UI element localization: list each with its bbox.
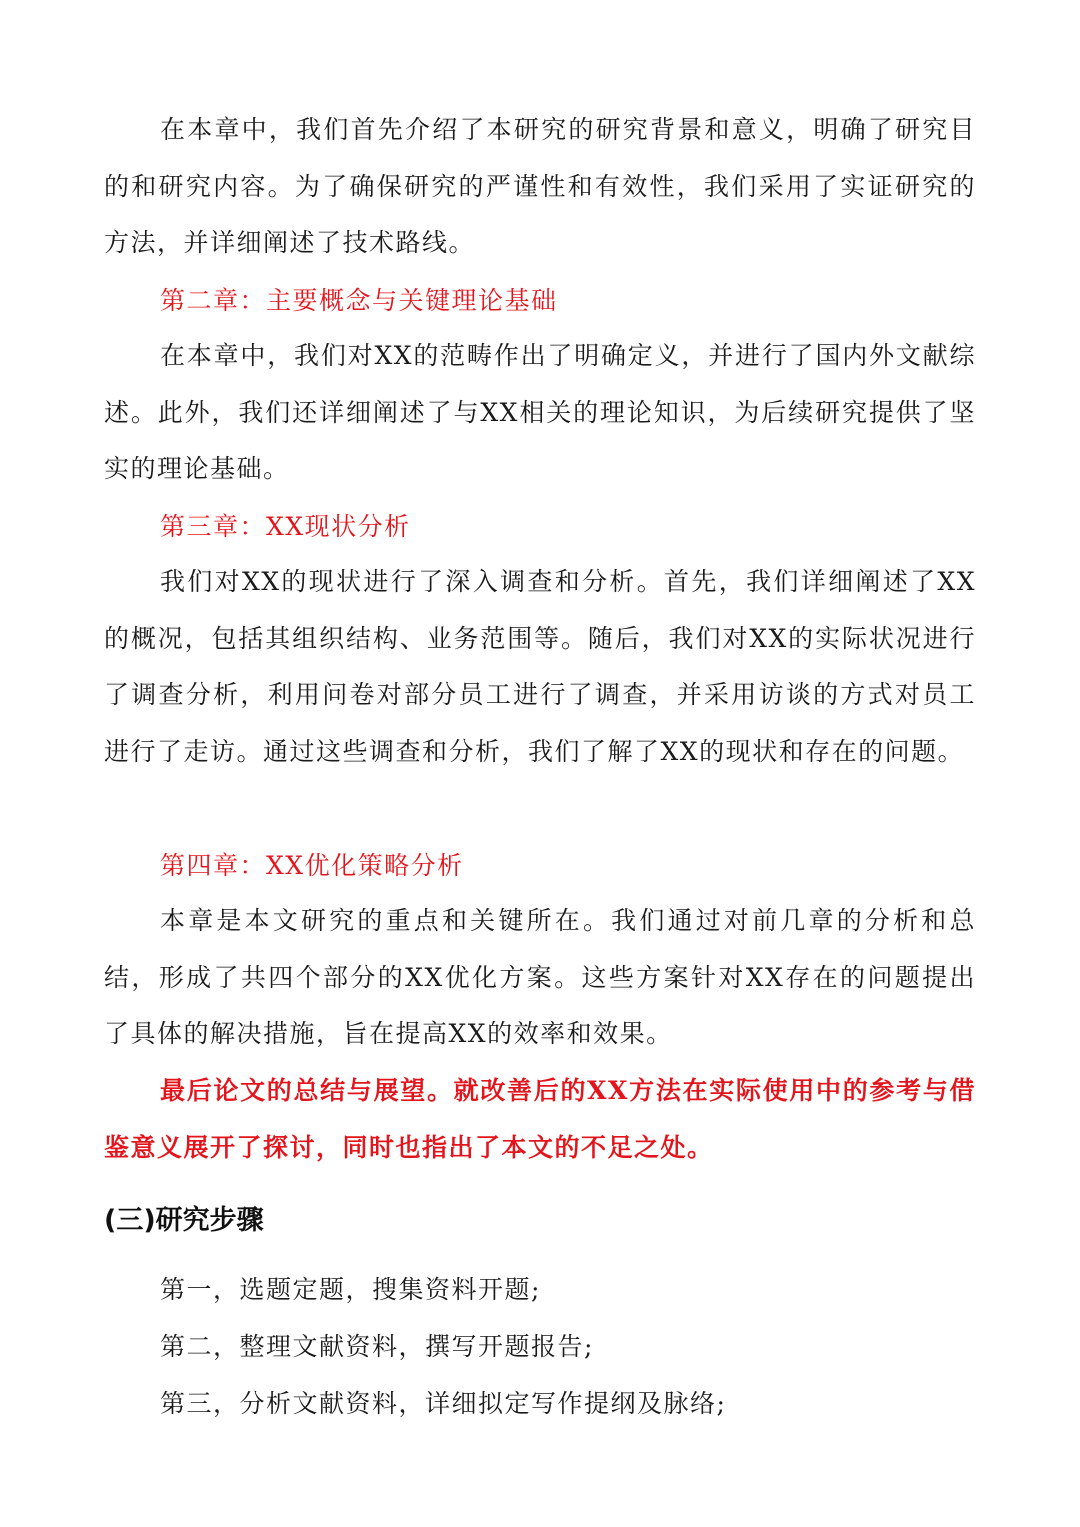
conclusion-paragraph: 最后论文的总结与展望。就改善后的XX方法在实际使用中的参考与借鉴意义展开了探讨，同时也指出了本文的不足之处。: [104, 1076, 976, 1162]
chapter2-heading: 第二章：主要概念与关键理论基础: [160, 286, 558, 315]
chapter3-body-paragraph: 我们对XX的现状进行了深入调查和分析。首先，我们详细阐述了XX的概况，包括其组织结构、业务范围等。随后，我们对XX的实际状况进行了调查分析，利用问卷对部分员工进行了调查，并采用访谈的方式对员工进行了走访。通过这些调查和分析，我们了解了XX的现状和存在的问题。: [104, 567, 976, 766]
chapter3-heading: 第三章：XX现状分析: [160, 512, 411, 541]
section-title: (三)研究步骤: [104, 1205, 264, 1236]
step-item: 第三，分析文献资料，详细拟定写作提纲及脉络;: [160, 1389, 727, 1418]
chapter2-body-paragraph: 在本章中，我们对XX的范畴作出了明确定义，并进行了国内外文献综述。此外，我们还详细阐述了与XX相关的理论知识，为后续研究提供了坚实的理论基础。: [104, 341, 976, 483]
step-item: 第一，选题定题，搜集资料开题;: [160, 1275, 541, 1304]
chapter1-summary-paragraph: 在本章中，我们首先介绍了本研究的研究背景和意义，明确了研究目的和研究内容。为了确保研究的严谨性和有效性，我们采用了实证研究的方法，并详细阐述了技术路线。: [104, 115, 976, 257]
step-item: 第二，整理文献资料，撰写开题报告;: [160, 1332, 594, 1361]
chapter4-heading: 第四章：XX优化策略分析: [160, 851, 464, 880]
chapter4-body-paragraph: 本章是本文研究的重点和关键所在。我们通过对前几章的分析和总结，形成了共四个部分的XX优化方案。这些方案针对XX存在的问题提出了具体的解决措施，旨在提高XX的效率和效果。: [104, 906, 976, 1048]
